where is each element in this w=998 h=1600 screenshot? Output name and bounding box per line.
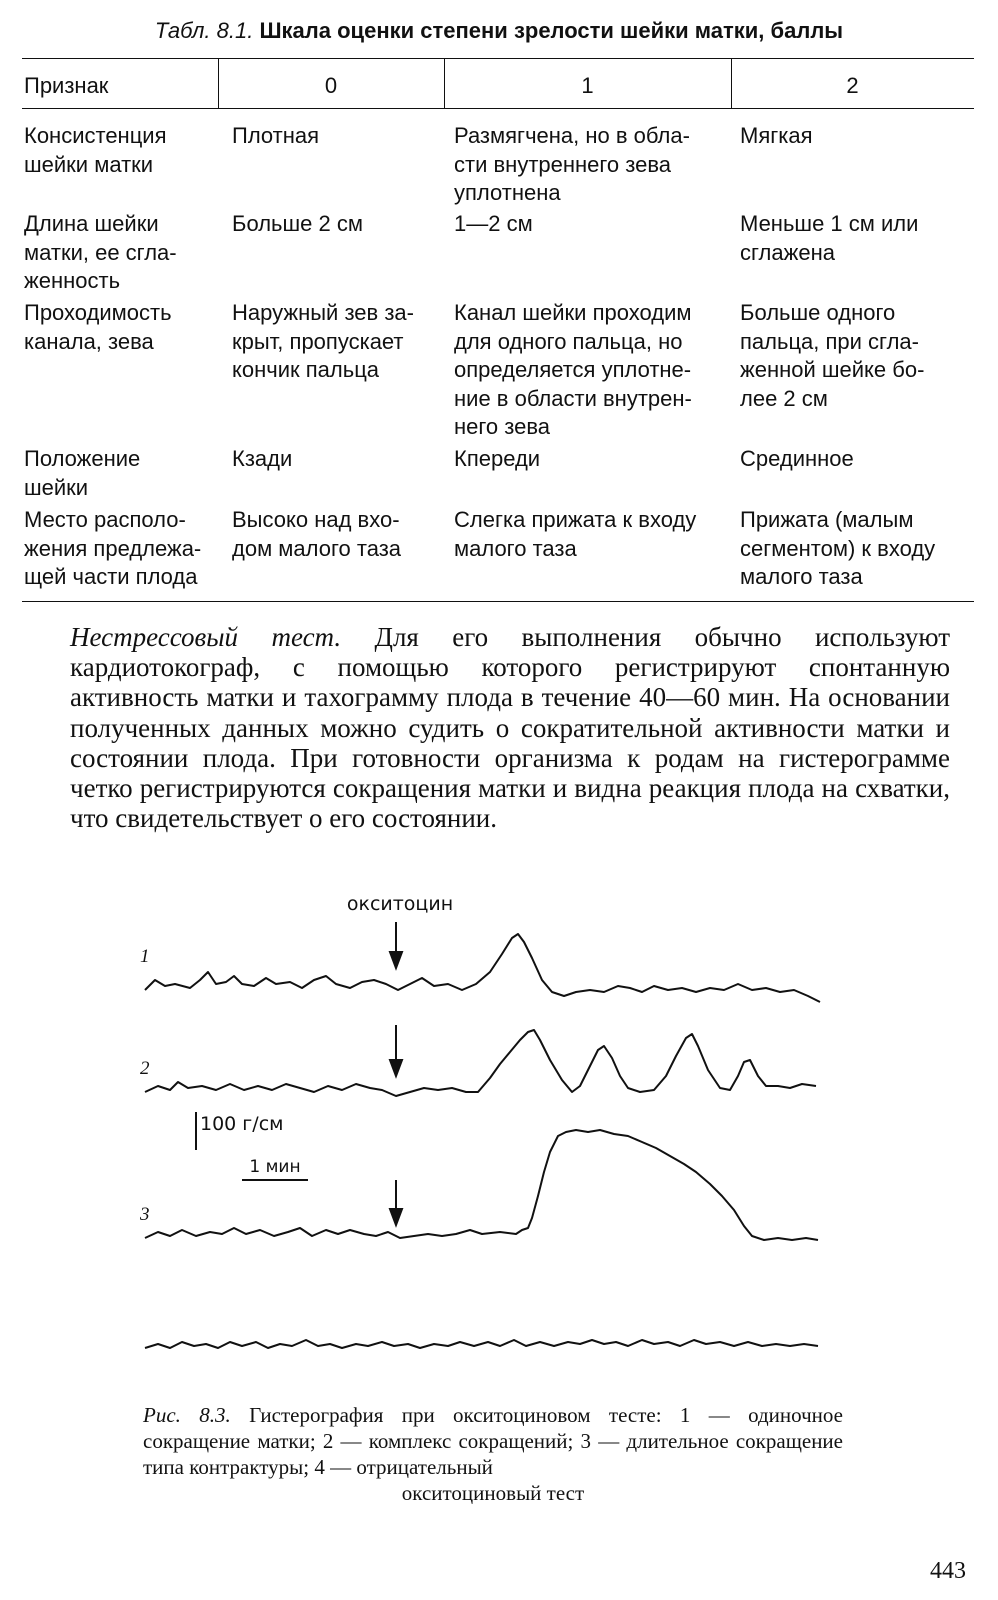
table-cell-line: для одного пальца, но bbox=[454, 328, 683, 354]
table-title-main: Шкала оценки степени зрелости шейки матки, баллы bbox=[259, 18, 844, 43]
time-scale-label: 1 мин bbox=[249, 1157, 301, 1177]
table-cell-r1-c0 bbox=[24, 122, 167, 179]
table-cell-r2-c0 bbox=[24, 210, 177, 296]
table-cell-line: женность bbox=[24, 268, 121, 293]
table-cell-line: него зева bbox=[454, 414, 551, 439]
table-cell-r5-c2 bbox=[454, 506, 696, 563]
maturity-scale-table bbox=[22, 58, 974, 604]
table-cell-line: Срединное bbox=[740, 446, 854, 471]
trace-number-2: 2 bbox=[140, 1058, 150, 1079]
paragraph-text: Для его выполнения обычно используют кардиотокограф, с помощью которого регистрируют спонтанную активность матки и тахограмму плода в течение 40—60 мин. На основании полученных данных можно судить о сократительной активности матки и состоянии плода. При готовности организма к родам на гистерограмме четко регистрируются сокращения матки и видна реакция плода на схватки, что свидетельствует о его состоянии. bbox=[70, 622, 950, 834]
table-cell-r5-c0 bbox=[24, 506, 201, 592]
table-cell-line: Длина шейки bbox=[24, 211, 159, 236]
header-feature: Признак bbox=[24, 73, 109, 98]
table-cell-line: крыт, пропускает bbox=[232, 328, 404, 354]
table-cell-r2-c3 bbox=[740, 210, 918, 267]
table-cell-line: Мягкая bbox=[740, 123, 813, 148]
table-cell-r1-c3 bbox=[740, 122, 813, 151]
table-cell-r5-c3 bbox=[740, 506, 935, 592]
table-cell-r2-c2 bbox=[454, 210, 533, 239]
table-title-prefix: Табл. 8.1. bbox=[154, 18, 254, 43]
table-cell-r2-c1 bbox=[232, 210, 363, 239]
table-cell-r3-c3 bbox=[740, 299, 924, 413]
table-cell-line: 1—2 см bbox=[454, 211, 533, 236]
arrow-head-icon bbox=[390, 952, 402, 968]
caption-last-line: окситоциновый тест bbox=[401, 1481, 585, 1505]
table-cell-line: Место располо- bbox=[24, 507, 186, 532]
table-top-rule bbox=[22, 58, 974, 59]
table-cell-line: Больше 2 см bbox=[232, 211, 363, 236]
table-cell-line: Меньше 1 см или bbox=[740, 211, 919, 236]
table-cell-r4-c2 bbox=[454, 445, 540, 474]
trace-3-contracture bbox=[145, 1130, 818, 1240]
table-cell-line: Больше одного bbox=[740, 300, 896, 325]
table-cell-line: Плотная bbox=[232, 123, 320, 148]
table-cell-line: щей части плода bbox=[24, 564, 198, 589]
table-cell-line: шейки матки bbox=[24, 151, 154, 177]
table-title bbox=[0, 18, 998, 44]
table-cell-line: малого таза bbox=[454, 535, 577, 561]
trace-1-single-contraction bbox=[145, 934, 820, 1002]
traces bbox=[145, 934, 820, 1348]
table-cell-r3-c2 bbox=[454, 299, 692, 442]
table-bottom-rule bbox=[22, 601, 974, 602]
table-cell-r1-c1 bbox=[232, 122, 319, 151]
table-cell-line: лее 2 см bbox=[740, 385, 828, 411]
table-cell-line: Кпереди bbox=[454, 446, 541, 471]
table-cell-line: матки, ее сгла- bbox=[24, 239, 177, 265]
force-scale-label: 100 г/см bbox=[200, 1113, 284, 1135]
table-cell-line: сглажена bbox=[740, 239, 835, 265]
table-cell-line: сти внутреннего зева bbox=[454, 151, 672, 177]
table-cell-line: сегментом) к входу bbox=[740, 535, 936, 561]
header-score-0: 0 bbox=[324, 73, 338, 98]
table-cell-line: кончик пальца bbox=[232, 357, 380, 382]
arrow-head-icon bbox=[390, 1060, 402, 1076]
table-cell-r3-c0 bbox=[24, 299, 172, 356]
table-cell-line: определяется уплотне- bbox=[454, 357, 692, 382]
table-cell-line: женной шейке бо- bbox=[740, 357, 925, 382]
page-number: 443 bbox=[930, 1558, 966, 1584]
table-cell-line: пальца, при сгла- bbox=[740, 328, 919, 354]
caption-text: Гистерография при окситоциновом тесте: 1 — одиночное сокращение матки; 2 — комплекс сокращений; 3 — длительное сокращение типа контрактуры; 4 — отрицательный bbox=[143, 1403, 843, 1479]
table-cell-line: Канал шейки проходим bbox=[454, 300, 692, 325]
table-cell-line: Положение bbox=[24, 446, 141, 471]
table-cell-r4-c1 bbox=[232, 445, 292, 474]
header-score-2: 2 bbox=[846, 73, 859, 98]
figure-caption bbox=[143, 1402, 843, 1506]
table-cell-line: жения предлежа- bbox=[24, 535, 202, 561]
trace-4-negative-test bbox=[145, 1340, 818, 1348]
paragraph-lead: Нестрессовый тест. bbox=[70, 622, 342, 652]
table-cell-line: Высоко над вхо- bbox=[232, 507, 400, 532]
body-paragraph bbox=[70, 622, 950, 833]
table-cell-line: ние в области внутрен- bbox=[454, 385, 692, 411]
hysterography-figure bbox=[130, 880, 850, 1225]
table-cell-line: дом малого таза bbox=[232, 535, 402, 561]
table-cell-r3-c1 bbox=[232, 299, 414, 385]
table-cell-line: Кзади bbox=[232, 446, 293, 471]
table-cell-line: Наружный зев за- bbox=[232, 300, 414, 325]
table-cell-line: Консистенция bbox=[24, 123, 167, 148]
table-cell-line: Проходимость bbox=[24, 300, 172, 325]
header-score-1: 1 bbox=[581, 73, 594, 98]
trace-number-1: 1 bbox=[140, 946, 150, 967]
table-cell-line: Прижата (малым bbox=[740, 507, 914, 532]
oxytocin-label: окситоцин bbox=[346, 893, 454, 915]
table-cell-line: Слегка прижата к входу bbox=[454, 507, 697, 532]
caption-label: Рис. 8.3. bbox=[143, 1403, 231, 1427]
trace-2-contraction-complex bbox=[145, 1030, 816, 1096]
table-cell-r4-c3 bbox=[740, 445, 854, 474]
table-cell-line: уплотнена bbox=[454, 180, 561, 205]
table-cell-line: малого таза bbox=[740, 564, 863, 589]
table-cell-r1-c2 bbox=[454, 122, 690, 208]
table-cell-line: Размягчена, но в обла- bbox=[454, 123, 690, 148]
table-cell-r4-c0 bbox=[24, 445, 140, 502]
table-cell-line: канала, зева bbox=[24, 328, 154, 354]
table-cell-r5-c1 bbox=[232, 506, 401, 563]
table-header-rule bbox=[22, 108, 974, 109]
table-cell-line: шейки bbox=[24, 474, 89, 500]
arrow-head-icon bbox=[390, 1209, 402, 1225]
oxytocin-arrows bbox=[390, 922, 402, 1225]
trace-number-3: 3 bbox=[140, 1204, 150, 1225]
